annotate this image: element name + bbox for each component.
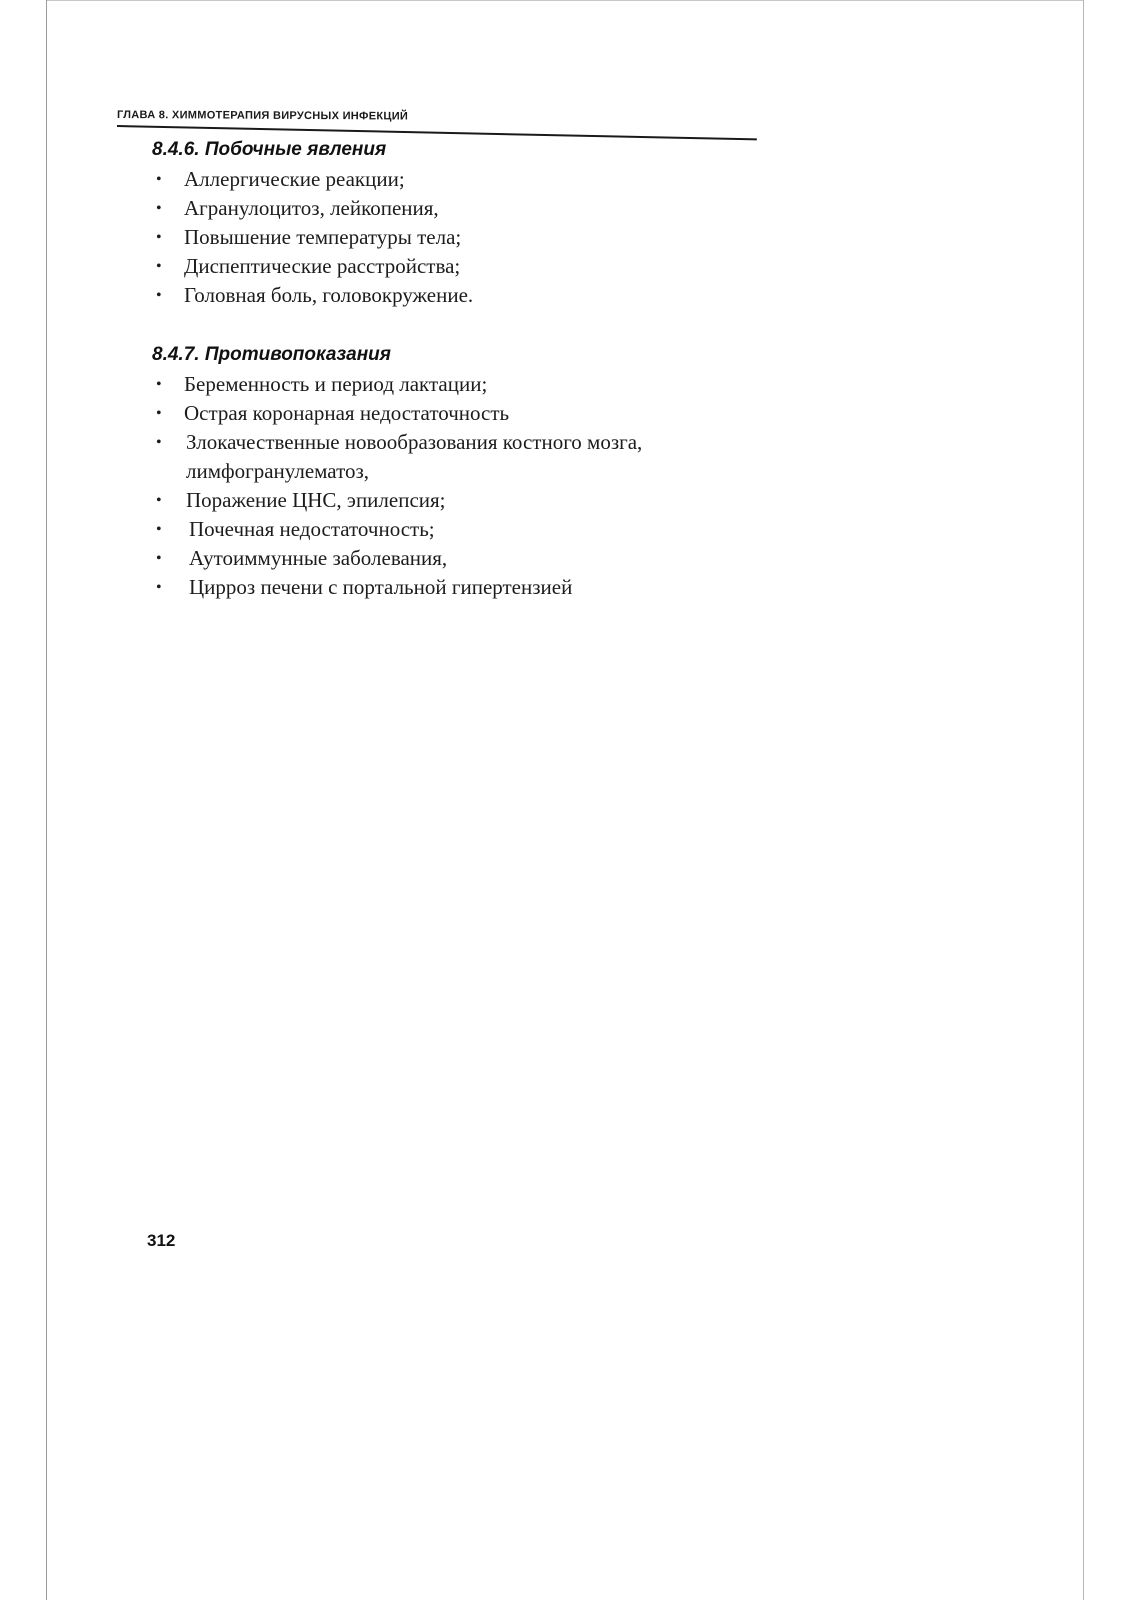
contraindications-list	[152, 370, 642, 602]
bullet-icon: •	[156, 229, 162, 246]
list-item-text: Повышение температуры тела;	[184, 225, 462, 249]
page-border-left	[46, 0, 47, 1600]
list-item	[152, 486, 642, 515]
list-item-text: Аутоиммунные заболевания,	[189, 546, 448, 570]
page-number: 312	[147, 1231, 176, 1250]
list-item-text: Злокачественные новообразования костного мозга,	[186, 430, 643, 454]
list-item-text: Острая коронарная недостаточность	[184, 401, 510, 425]
list-item-text: Агранулоцитоз, лейкопения,	[184, 196, 439, 220]
list-item	[152, 281, 473, 310]
list-item	[152, 515, 642, 544]
list-item	[152, 573, 642, 602]
list-item-text: Почечная недостаточность;	[189, 517, 435, 541]
bullet-icon: •	[156, 287, 162, 304]
list-item-text: Диспептические расстройства;	[184, 254, 461, 278]
bullet-icon: •	[156, 434, 162, 451]
bullet-icon: •	[156, 376, 162, 393]
list-item	[152, 428, 642, 486]
section-heading-side-effects: 8.4.6. Побочные явления	[152, 139, 387, 160]
side-effects-list	[152, 165, 473, 310]
section-heading-contraindications: 8.4.7. Противопоказания	[152, 344, 391, 365]
bullet-icon: •	[156, 171, 162, 188]
page-border-right	[1083, 0, 1084, 1600]
running-head: ГЛАВА 8. ХИММОТЕРАПИЯ ВИРУСНЫХ ИНФЕКЦИЙ	[116, 109, 409, 123]
list-item	[152, 370, 642, 399]
list-item	[152, 252, 473, 281]
bullet-icon: •	[156, 550, 162, 567]
section-side-effects	[152, 139, 473, 310]
list-item-text: Беременность и период лактации;	[184, 372, 488, 396]
bullet-icon: •	[156, 579, 162, 596]
list-item-text: Поражение ЦНС, эпилепсия;	[186, 488, 446, 512]
list-item-text: Аллергические реакции;	[184, 167, 405, 191]
page-border-top	[46, 0, 1084, 1]
list-item	[152, 223, 473, 252]
list-item	[152, 165, 473, 194]
bullet-icon: •	[156, 521, 162, 538]
list-item-text: Головная боль, головокружение.	[184, 283, 474, 307]
section-contraindications	[152, 344, 642, 602]
list-item	[152, 544, 642, 573]
bullet-icon: •	[156, 200, 162, 217]
list-item-text: Цирроз печени с портальной гипертензией	[189, 575, 573, 599]
bullet-icon: •	[156, 258, 162, 275]
list-item	[152, 194, 473, 223]
list-item	[152, 399, 642, 428]
list-item-continuation: лимфогранулематоз,	[186, 459, 370, 483]
bullet-icon: •	[156, 492, 162, 509]
bullet-icon: •	[156, 405, 162, 422]
